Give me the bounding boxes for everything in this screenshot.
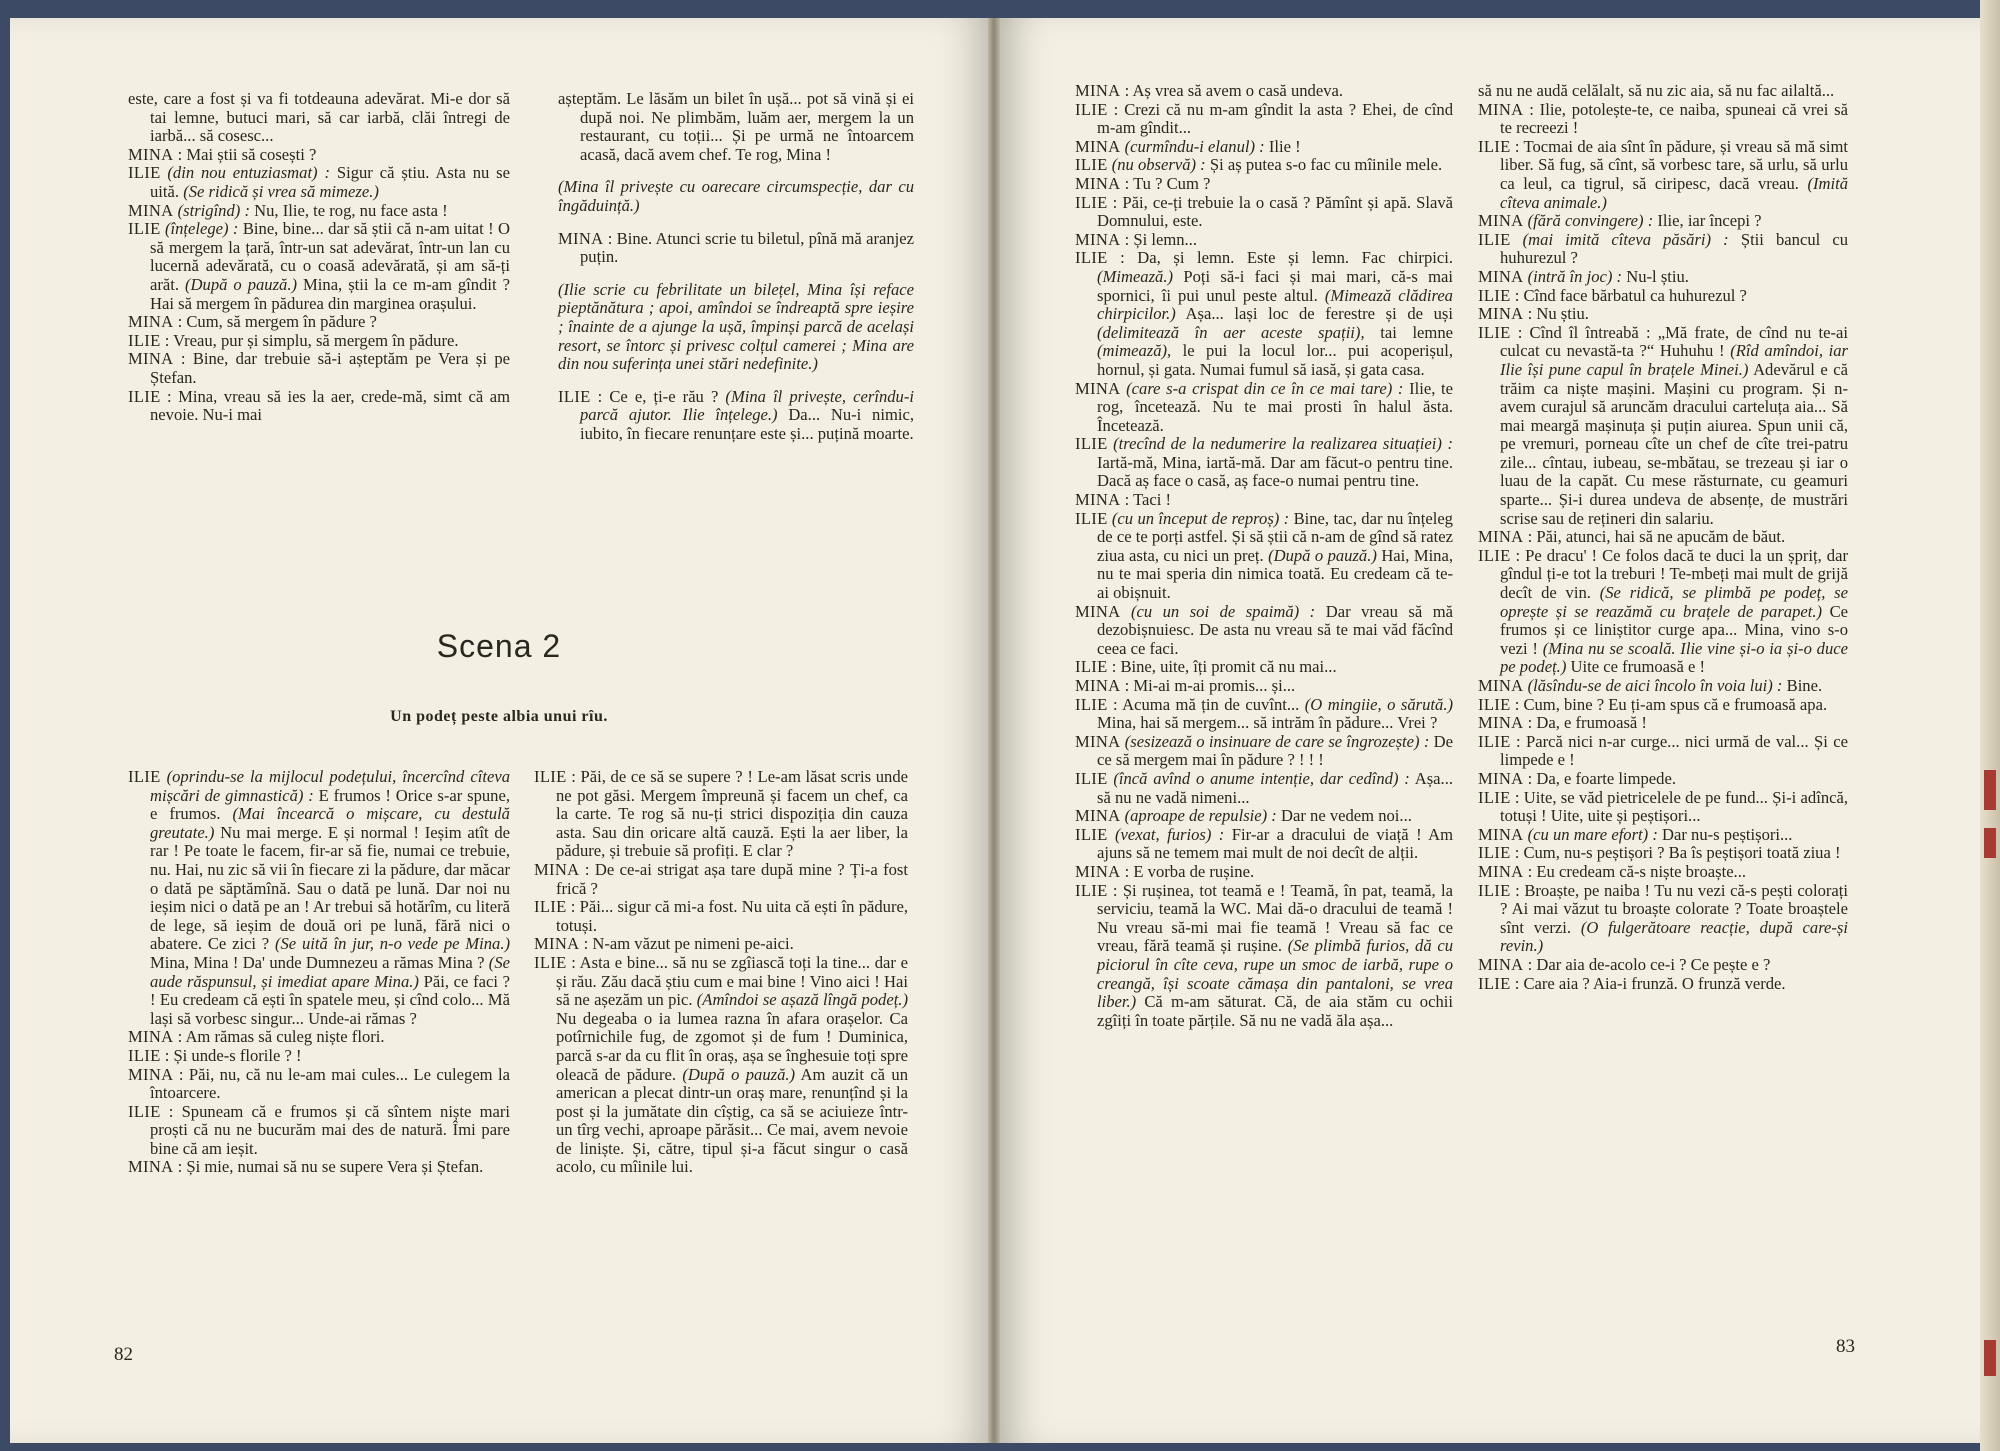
speaker-name: MINA xyxy=(128,1027,174,1047)
dialogue-line xyxy=(128,388,510,425)
line-text: Adevărul e că trăim ca niște mașini. Mașini cu program. Și n-avem curajul să aruncăm dracului carteluța aia... Să mai meargă mașinuța și puțin aiurea. Spun unii că, pe vremuri, porneau cîte un chef de cîte trei-patru zile... cîntau, iubeau, se-mbătau, se trezeau și iar o luau de la capăt. Cu mese răsturnate, cu geamuri sparte... Și-i durea undeva de absențe, de mustrări scrise sau de rețineri din salariu. xyxy=(1500,359,1848,528)
right-page xyxy=(1000,18,1980,1443)
stage-direction-inline: (După o pauză.) xyxy=(1268,545,1377,565)
line-text: : Crezi că nu m-am gîndit la asta ? Ehei, de cînd m-am gîndit... xyxy=(1097,99,1453,138)
line-text: : Ce e, ți-e rău ? xyxy=(597,386,726,406)
stage-text: (Ilie scrie cu febrilitate un bilețel, Mina își reface pieptănătura ; apoi, amîndoi se îndreaptă spre ieșire ; înainte de a ajunge la ușă, împinși parcă de același resort, se întorc și privesc colțul camerei ; Mina are din nou suferința unei stări nedefinite.) xyxy=(558,279,914,374)
line-text: Fir-ar a dracului de viață ! Am ajuns să ne temem mai mult de noi decît de alții. xyxy=(1097,824,1454,863)
line-text: : Mina, vreau să ies la aer, crede-mă, simt că am nevoie. Nu-i mai xyxy=(150,386,510,425)
speaker-name: MINA xyxy=(1075,676,1121,695)
dialogue-line xyxy=(128,164,510,201)
line-text: Nu, Ilie, te rog, nu face asta ! xyxy=(254,200,448,220)
speaker-name: ILIE xyxy=(534,767,567,786)
speaker-name: MINA xyxy=(1075,173,1121,193)
left-page xyxy=(10,18,988,1443)
stage-direction-inline: (care s-a crispat din ce în ce mai tare) : xyxy=(1126,378,1404,398)
speaker-name: ILIE xyxy=(1075,880,1108,900)
dialogue-line xyxy=(1075,194,1453,231)
speaker-name: MINA xyxy=(1075,490,1121,510)
dialogue-line xyxy=(1075,491,1453,510)
scene-title: Scena 2 xyxy=(436,628,562,664)
line-text: : E vorba de rușine. xyxy=(1124,861,1255,881)
speaker-name: ILIE xyxy=(1075,155,1108,175)
line-text: : Păi, atunci, hai să ne apucăm de băut. xyxy=(1527,527,1786,547)
dialogue-line xyxy=(534,935,908,954)
line-text: Știi bancul cu huhurezul ? xyxy=(1500,229,1849,268)
stage-direction-inline: (lăsîndu-se de aici încolo în voia lui) : xyxy=(1527,676,1783,695)
dialogue-line xyxy=(1478,844,1848,863)
stage-direction-inline: (Se ridică, se plimbă pe podeț, se oprește și se reazămă cu brațele de parapet.) xyxy=(1500,583,1848,621)
dialogue-line xyxy=(1075,733,1453,770)
line-text: : Păi, de ce să se supere ? ! Le-am lăsat scris unde ne pot găsi. Mergem împreună și facem un chef, ca la carte. Te rog să nu-ți strici dispoziția din cauza asta. Sau din oricare altă cauză. Ești la aer liber, la pădure, și trebuie să profiți. E clar ? xyxy=(556,767,908,861)
speaker-name: MINA xyxy=(128,349,174,369)
line-text: Și aș putea s-o fac cu mîinile mele. xyxy=(1209,155,1443,175)
line-text: : Da, e foarte limpede. xyxy=(1527,768,1676,788)
dialogue-line xyxy=(1478,770,1848,789)
speaker-name: ILIE xyxy=(1478,285,1511,305)
line-text: : Broaște, pe naiba ! Tu nu vezi că-s pești colorați ? Ai mai văzut tu broaște colorate ? Toate broaștele sînt verzi. xyxy=(1500,880,1848,937)
line-text: Bine. xyxy=(1786,676,1823,695)
stage-direction-inline: (cu un mare efort) : xyxy=(1527,824,1658,844)
dialogue-line xyxy=(1478,975,1848,994)
line-text: : Ilie, potolește-te, ce naiba, spuneai că vrei să te recreezi ! xyxy=(1500,99,1848,138)
line-text: : Cînd îl întreabă : „Mă frate, de cînd nu te-ai culcat cu nevastă-ta ?“ Huhuhu ! xyxy=(1500,322,1848,361)
speaker-name: ILIE xyxy=(1075,657,1108,677)
dialogue-line xyxy=(128,90,510,146)
line-text: : Păi... sigur că mi-a fost. Nu uita că ești în pădure, totuși. xyxy=(556,897,908,935)
dialogue-line xyxy=(558,230,914,267)
book-gutter xyxy=(988,18,1000,1443)
stage-direction-inline: (După o pauză.) xyxy=(682,1064,796,1084)
dialogue-line xyxy=(1478,826,1848,845)
speaker-name: MINA xyxy=(1075,81,1121,100)
stage-direction-inline: (fără convingere) : xyxy=(1527,211,1654,231)
speaker-name: MINA xyxy=(534,934,580,954)
left-col2-bottom xyxy=(534,768,908,1177)
line-text: Hai, Mina, nu te mai speria din nimica toată. Eu credeam că te-ai obișnuit. xyxy=(1097,545,1453,603)
line-text: Păi, ce faci ? ! Eu credeam că ești în spatele meu, și cînd colo... Mă lași să vorbesc singur... Unde-ai rămas ? xyxy=(150,971,510,1028)
stage-direction-inline: (Mina îl privește, cerîndu-i parcă ajutor. Ilie înțelege.) xyxy=(580,386,914,425)
stage-direction-inline: (Mai încearcă o mișcare, cu destulă greutate.) xyxy=(150,804,510,842)
speaker-name: ILIE xyxy=(1075,824,1108,844)
stage-direction-inline: (cu un început de reproș) : xyxy=(1111,508,1290,528)
line-text: Mina, Mina ! Da' unde Dumnezeu a rămas Mina ? xyxy=(150,952,489,972)
speaker-name: ILIE xyxy=(1478,787,1511,807)
dialogue-line xyxy=(1478,956,1848,975)
line-text: Nu degeaba o ia lumea razna în afara orașelor. Ca potîrnichile fug, de zgomot și de fum ! Duminica, parcă s-ar da cu flit în oraș, așa se înghesuie toți spre oleacă de pădure. xyxy=(556,1008,908,1084)
stage-direction-inline: (Imită cîteva animale.) xyxy=(1500,173,1848,212)
stage-direction-inline: (nu observă) : xyxy=(1111,155,1206,175)
line-text: Așa... lași loc de ferestre și de uși xyxy=(1185,304,1453,324)
stage-direction-inline: (oprindu-se la mijlocul podețului, încercînd cîteva mișcări de gimnastică) : xyxy=(150,767,510,805)
dialogue-line xyxy=(1478,324,1848,529)
speaker-name: MINA xyxy=(128,144,174,164)
speaker-name: MINA xyxy=(1075,136,1121,156)
speaker-name: MINA xyxy=(1478,768,1524,788)
speaker-name: ILIE xyxy=(1075,434,1108,454)
dialogue-line xyxy=(1478,528,1848,547)
line-text: Ilie, te rog, încetează. Nu te mai prosti în halul ăsta. Încetează. xyxy=(1097,378,1454,435)
dialogue-line xyxy=(534,861,908,898)
stage-direction-inline: (cu un soi de spaimă) : xyxy=(1130,601,1316,621)
speaker-name: ILIE xyxy=(1478,973,1511,993)
speaker-name: MINA xyxy=(1478,99,1524,119)
speaker-name: MINA xyxy=(1478,676,1524,695)
dialogue-line xyxy=(128,1103,510,1159)
left-col1-top xyxy=(128,90,510,425)
line-text: tai lemne xyxy=(1380,322,1453,342)
dialogue-line xyxy=(1478,268,1848,287)
stage-direction-inline: (delimitează în aer aceste spații), xyxy=(1097,322,1365,342)
dialogue-line xyxy=(1075,826,1453,863)
line-text: : Cum, să mergem în pădure ? xyxy=(177,312,377,332)
line-text: Nu mai merge. E și normal ! Ieșim atît de rar ! Pe toate le facem, fir-ar să fie, numai ce trebuie, nu. Hai, nu zic să vii în fiecare zi la pădure, dar măcar o dată pe săptămînă. Sau o dată pe lună. Dar noi nu ieșim nici o dată pe an ! Ar trebui să hotărîm, cu literă de lege, să ieșim de două ori pe lună, fără nici o abatere. Ce zici ? xyxy=(150,822,511,954)
line-text: le pui la locul lor... pui acoperișul, hornul, și gata. Numai fumul să iasă, și gata casa. xyxy=(1097,341,1453,379)
speaker-name: MINA xyxy=(1478,527,1524,547)
dialogue-line xyxy=(128,350,510,387)
line-text: : De ce-ai strigat așa tare după mine ? Ți-a fost frică ? xyxy=(556,859,908,898)
dialogue-line xyxy=(558,388,914,444)
line-text: : Am rămas să culeg niște flori. xyxy=(177,1027,385,1047)
line-text: : Parcă nici n-ar curge... nici urmă de val... Și ce limpede e ! xyxy=(1500,731,1849,770)
speaker-name: ILIE xyxy=(128,330,161,350)
dialogue-line xyxy=(128,332,510,351)
line-text: : Care aia ? Aia-i frunză. O frunză verde. xyxy=(1514,973,1786,993)
dialogue-line xyxy=(1075,138,1453,157)
stage-direction-inline: (Mimează clădirea chirpicilor.) xyxy=(1097,285,1453,324)
dialogue-line xyxy=(1075,658,1453,677)
speaker-name: ILIE xyxy=(1075,768,1108,788)
dialogue-line xyxy=(1075,380,1453,436)
speaker-name: MINA xyxy=(558,228,604,248)
line-text: Ilie ! xyxy=(1268,136,1301,156)
line-text: Da... Nu-i nimic, iubito, în fiecare renunțare este și... puțină moarte. xyxy=(580,405,914,443)
line-text: : Bine. Atunci scrie tu biletul, pînă mă aranjez puțin. xyxy=(580,228,914,267)
speaker-name: ILIE xyxy=(1478,843,1511,863)
line-text: Poți să-i faci și mai mari, că-s mai spornici, îi pui unul peste altul. xyxy=(1097,266,1454,305)
dialogue-line xyxy=(1075,603,1453,659)
dialogue-line xyxy=(1478,212,1848,231)
right-col2 xyxy=(1478,82,1848,993)
dialogue-line xyxy=(1478,677,1848,696)
line-text: Iartă-mă, Mina, iartă-mă. Dar am făcut-o pentru tine. Dacă aș face o casă, aș face-o numai pentru tine. xyxy=(1097,452,1453,491)
speaker-name: MINA xyxy=(1075,731,1121,751)
edge-marker xyxy=(1984,1340,1996,1376)
line-text: : Mi-ai m-ai promis... și... xyxy=(1124,676,1296,695)
line-text: : Da, și lemn. Este și lemn. Fac chirpici. xyxy=(1120,248,1453,268)
speaker-name: ILIE xyxy=(1075,99,1108,119)
scene-subtitle: Un podeț peste albia unui rîu. xyxy=(390,708,608,725)
line-text: : Și mie, numai să nu se supere Vera și Ștefan. xyxy=(177,1157,484,1177)
stage-direction-inline: (Se plimbă furios, dă cu piciorul în cîte ceva, rupe un smoc de iarbă, rupe o creangă, își scoate cămașa din pantaloni, se vrea liber.) xyxy=(1097,936,1454,1012)
dialogue-line xyxy=(534,898,908,935)
speaker-name: ILIE xyxy=(1478,731,1511,751)
speaker-name: ILIE xyxy=(128,767,161,786)
line-text: De ce să mergem mai în pădure ? ! ! ! xyxy=(1097,731,1453,770)
speaker-name: MINA xyxy=(1075,601,1121,621)
speaker-name: ILIE xyxy=(534,952,567,972)
dialogue-line xyxy=(1478,714,1848,733)
line-text: Așa... să nu ne vadă nimeni... xyxy=(1097,768,1453,807)
line-text: Dar vreau să mă dezobișnuiesc. De asta nu vreau să te mai văd făcînd ceea ce faci. xyxy=(1097,601,1454,658)
speaker-name: ILIE xyxy=(558,386,591,406)
dialogue-line xyxy=(1075,82,1453,101)
line-text: : Eu credeam că-s niște broaște... xyxy=(1527,861,1747,881)
stage-direction-inline: (intră în joc) : xyxy=(1527,266,1623,286)
stage-direction-inline: (O mingiie, o sărută.) xyxy=(1304,694,1453,714)
dialogue-line xyxy=(128,1066,510,1103)
stage-direction-inline: (curmîndu-i elanul) : xyxy=(1124,136,1265,156)
line-text: : Pe dracu' ! Ce folos dacă te duci la un șpriț, dar gîndul ți-e tot la treburi ! Te-mbeți mai mult de grijă decît de vin. xyxy=(1500,545,1848,603)
speaker-name: ILIE xyxy=(1075,508,1108,528)
line-text: Sigur că știu. Asta nu se uită. xyxy=(150,163,510,201)
dialogue-line xyxy=(1478,696,1848,715)
stage-direction-inline: (Amîndoi se așază lîngă podeț.) xyxy=(696,990,908,1010)
dialogue-line xyxy=(1478,547,1848,677)
line-text: : Cînd face bărbatul ca huhurezul ? xyxy=(1514,285,1747,305)
stage-direction-inline: (Mina nu se scoală. Ilie vine și-o ia și-o duce pe podeț.) xyxy=(1500,638,1848,677)
speaker-name: MINA xyxy=(128,312,174,332)
dialogue-line xyxy=(1075,435,1453,491)
line-text: Că m-am săturat. Că, de aia stăm cu ochii zgîiți în toate părțile. Să nu ne vadă ăla așa... xyxy=(1097,992,1453,1030)
stage-direction-inline: (mimează), xyxy=(1097,341,1172,361)
dialogue-line xyxy=(1075,677,1453,696)
stage-direction-inline: (vexat, furios) : xyxy=(1114,824,1225,844)
line-text: : Păi, ce-ți trebuie la o casă ? Pămînt și apă. Slavă Domnului, este. xyxy=(1097,192,1453,231)
speaker-name: ILIE xyxy=(1478,136,1511,156)
speaker-name: MINA xyxy=(1478,713,1524,733)
line-text: : Păi, nu, că nu le-am mai cules... Le culegem la întoarcere. xyxy=(150,1064,510,1103)
speaker-name: MINA xyxy=(534,859,580,879)
dialogue-line xyxy=(128,1047,510,1066)
stage-direction-inline: (Rîd amîndoi, iar Ilie își pune capul în brațele Minei.) xyxy=(1500,341,1848,379)
line-text: : Tocmai de aia sînt în pădure, și vreau să mă simt liber. Să fug, să cînt, să vorbesc tare, să urlu, să urlu ca leul, ca tigrul, să ciripesc, dacă vreau. xyxy=(1500,136,1848,193)
stage-direction-inline: (sesizează o insinuare de care se îngrozește) : xyxy=(1124,731,1430,751)
line-text: : Cum, nu-s peștișori ? Ba îs peștișori toată ziua ! xyxy=(1514,843,1841,863)
stage-direction-inline: (înțelege) : xyxy=(164,219,239,239)
stage-direction-inline: (încă avînd o anume intenție, dar cedînd) : xyxy=(1113,768,1410,788)
dialogue-line xyxy=(1075,882,1453,1031)
line-text: : Spuneam că e frumos și că sîntem niște mari proști că nu ne bucurăm mai des de natură. Îmi pare bine că am ieșit. xyxy=(150,1101,510,1158)
line-text: : Acuma mă țin de cuvînt... xyxy=(1113,694,1305,714)
speaker-name: MINA xyxy=(1075,229,1121,249)
dialogue-line xyxy=(1075,156,1453,175)
dialogue-line xyxy=(128,1158,510,1177)
edge-marker xyxy=(1984,828,1996,858)
dialogue-line xyxy=(128,313,510,332)
stage-direction xyxy=(558,281,914,374)
dialogue-line xyxy=(1075,696,1453,733)
line-text: este, care a fost și va fi totdeauna adevărat. Mi-e dor să tai lemne, butuci mari, să car iarbă, clăi întregi de iarbă... să cosesc... xyxy=(128,89,510,146)
speaker-name: MINA xyxy=(1478,861,1524,881)
dialogue-line xyxy=(1478,231,1848,268)
speaker-name: ILIE xyxy=(1478,545,1511,565)
line-text: : Dar aia de-acolo ce-i ? Ce pește e ? xyxy=(1527,954,1771,974)
line-text: : Și unde-s florile ? ! xyxy=(164,1045,302,1065)
speaker-name: ILIE xyxy=(1478,880,1511,900)
stage-direction-inline: (O fulgerătoare reacție, după care-și revin.) xyxy=(1500,917,1848,956)
line-text: Uite ce frumoasă e ! xyxy=(1570,657,1706,677)
edge-marker xyxy=(1984,770,1996,810)
speaker-name: ILIE xyxy=(128,386,161,406)
speaker-name: MINA xyxy=(128,1157,174,1177)
stage-direction-inline: (trecînd de la nedumerire la realizarea situației) : xyxy=(1113,434,1453,454)
dialogue-line xyxy=(1478,733,1848,770)
dialogue-line xyxy=(128,768,510,1028)
speaker-name: ILIE xyxy=(1075,694,1108,714)
dialogue-line xyxy=(1478,305,1848,324)
dialogue-line xyxy=(1075,510,1453,603)
page-number-left: 82 xyxy=(114,1344,133,1365)
dialogue-line xyxy=(534,954,908,1177)
line-text: Mina, hai să mergem... să intrăm în pădure... Vrei ? xyxy=(1097,713,1438,733)
line-text: Ilie, iar începi ? xyxy=(1657,211,1762,231)
line-text: Dar nu-s peștișori... xyxy=(1662,824,1793,844)
line-text: : Taci ! xyxy=(1124,490,1172,510)
dialogue-line xyxy=(558,90,914,164)
page-number-right: 83 xyxy=(1836,1336,1855,1357)
line-text: să nu ne audă celălalt, să nu zic aia, să nu fac ailaltă... xyxy=(1478,81,1835,100)
left-col2-top xyxy=(558,90,914,444)
dialogue-line xyxy=(1478,101,1848,138)
right-col1 xyxy=(1075,82,1453,1030)
line-text: : Bine, uite, îți promit că nu mai... xyxy=(1111,657,1337,677)
line-text: Am auzit că un american a plecat dintr-un oraș mare, renunțînd și la post și la jumătate din cîștig, ca să se aciuieze într-un tîrg vechi, aproape părăsit... Ce mai, avem nevoie de liniște. Și, către, tipul și-a făcut singur o casă acolo, cu mîinile lui. xyxy=(556,1064,908,1177)
speaker-name: MINA xyxy=(1075,806,1121,826)
dialogue-line xyxy=(1478,287,1848,306)
line-text: : Vreau, pur și simplu, să mergem în pădure. xyxy=(164,330,459,350)
speaker-name: ILIE xyxy=(1478,229,1511,249)
speaker-name: ILIE xyxy=(534,897,567,917)
speaker-name: ILIE xyxy=(128,1101,161,1121)
stage-direction-inline: (aproape de repulsie) : xyxy=(1124,806,1277,826)
line-text: Nu-l știu. xyxy=(1626,266,1689,286)
line-text: Bine, tac, dar nu înțeleg de ce te porți astfel. Și să știi că n-am de gînd să ratez ziua asta, cu nici un preț. xyxy=(1097,508,1453,565)
stage-direction-inline: (strigînd) : xyxy=(177,200,250,220)
line-text: așteptăm. Le lăsăm un bilet în ușă... pot să vină și ei după noi. Ne plimbăm, luăm aer, mergem la un restaurant, cu toții... Și pe urmă ne întoarcem acasă, dacă avem chef. Te rog, Mina ! xyxy=(558,89,914,164)
speaker-name: MINA xyxy=(1478,954,1524,974)
stage-direction-inline: (Se ridică și vrea să mimeze.) xyxy=(183,181,379,201)
dialogue-line xyxy=(128,146,510,165)
line-text: : Și rușinea, tot teamă e ! Teamă, în pat, teamă, la serviciu, teamă la WC. Mai dă-o dracului de teamă ! Nu vreau să-mi mai fie teamă ! Vreau să fac ce vreau, fără teamă și rușine. xyxy=(1097,880,1453,956)
stage-direction-inline: (mai imită cîteva păsări) : xyxy=(1522,229,1729,249)
speaker-name: ILIE xyxy=(128,219,161,239)
line-text: Dar ne vedem noi... xyxy=(1281,806,1412,826)
stage-direction-inline: (Mimează.) xyxy=(1097,266,1174,286)
speaker-name: MINA xyxy=(1478,211,1524,231)
stage-text: (Mina îl privește cu oarecare circumspecție, dar cu îngăduință.) xyxy=(558,177,914,215)
line-text: : Și lemn... xyxy=(1124,229,1197,249)
dialogue-line xyxy=(1075,807,1453,826)
line-text: E frumos ! Orice s-ar spune, e frumos. xyxy=(150,785,510,824)
speaker-name: MINA xyxy=(1478,266,1524,286)
speaker-name: ILIE xyxy=(1478,322,1511,342)
speaker-name: ILIE xyxy=(1075,248,1108,268)
dialogue-line xyxy=(1075,863,1453,882)
dialogue-line xyxy=(1478,138,1848,212)
page-edge xyxy=(1980,0,2000,1451)
dialogue-line xyxy=(1075,249,1453,379)
speaker-name: ILIE xyxy=(1478,694,1511,714)
speaker-name: ILIE xyxy=(1075,192,1108,212)
line-text: Bine, bine... dar să știi că n-am uitat ! O să mergem la țară, într-un sat adevărat, într-un lan cu lucernă adevărată, cu o coasă adevărată, și am să-ți arăt. xyxy=(150,219,511,294)
dialogue-line xyxy=(1075,231,1453,250)
line-text: : Nu știu. xyxy=(1527,304,1589,324)
dialogue-line xyxy=(1075,770,1453,807)
speaker-name: MINA xyxy=(1478,824,1524,844)
speaker-name: ILIE xyxy=(128,1045,161,1065)
line-text: : N-am văzut pe nimeni pe-aici. xyxy=(583,934,794,954)
line-text: : Uite, se văd pietricelele de pe fund... Și-i adîncă, totuși ! Uite, uite și peștișori... xyxy=(1500,787,1848,826)
dialogue-line xyxy=(1478,82,1848,101)
speaker-name: MINA xyxy=(1075,861,1121,881)
line-text: Ce frumos și ce liniștitor curge apa... Mina, vino s-o vezi ! xyxy=(1500,601,1849,658)
dialogue-line xyxy=(128,202,510,221)
stage-direction-inline: (din nou entuziasmat) : xyxy=(167,163,330,183)
line-text: Mina, știi la ce m-am gîndit ? Hai să mergem în pădurea din marginea orașului. xyxy=(150,274,510,313)
line-text: : Asta e bine... să nu se zgîiască toți la tine... dar e și rău. Zău dacă știu cum e mai bine ! Vino aici ! Hai să ne așezăm un pic. xyxy=(556,952,908,1010)
dialogue-line xyxy=(534,768,908,861)
line-text: : Bine, dar trebuie să-i așteptăm pe Vera și pe Ștefan. xyxy=(150,349,510,387)
speaker-name: ILIE xyxy=(128,163,161,183)
dialogue-line xyxy=(128,220,510,313)
stage-direction-inline: (Se uită în jur, n-o vede pe Mina.) xyxy=(274,934,511,954)
dialogue-line xyxy=(1075,101,1453,138)
left-col1-bottom xyxy=(128,768,510,1177)
line-text: : Aș vrea să avem o casă undeva. xyxy=(1124,81,1344,100)
dialogue-line xyxy=(128,1028,510,1047)
speaker-name: MINA xyxy=(128,200,174,220)
line-text: : Tu ? Cum ? xyxy=(1124,173,1211,193)
stage-direction-inline: (Se aude răspunsul, și imediat apare Mina.) xyxy=(150,952,510,991)
line-text: : Mai știi să cosești ? xyxy=(177,144,317,164)
dialogue-line xyxy=(1478,789,1848,826)
dialogue-line xyxy=(1478,882,1848,956)
speaker-name: MINA xyxy=(128,1064,174,1084)
stage-direction-inline: (După o pauză.) xyxy=(185,274,298,294)
dialogue-line xyxy=(1478,863,1848,882)
line-text: : Da, e frumoasă ! xyxy=(1527,713,1647,733)
dialogue-line xyxy=(1075,175,1453,194)
stage-direction xyxy=(558,178,914,215)
line-text: : Cum, bine ? Eu ți-am spus că e frumoasă apa. xyxy=(1514,694,1828,714)
speaker-name: MINA xyxy=(1075,378,1121,398)
speaker-name: MINA xyxy=(1478,304,1524,324)
